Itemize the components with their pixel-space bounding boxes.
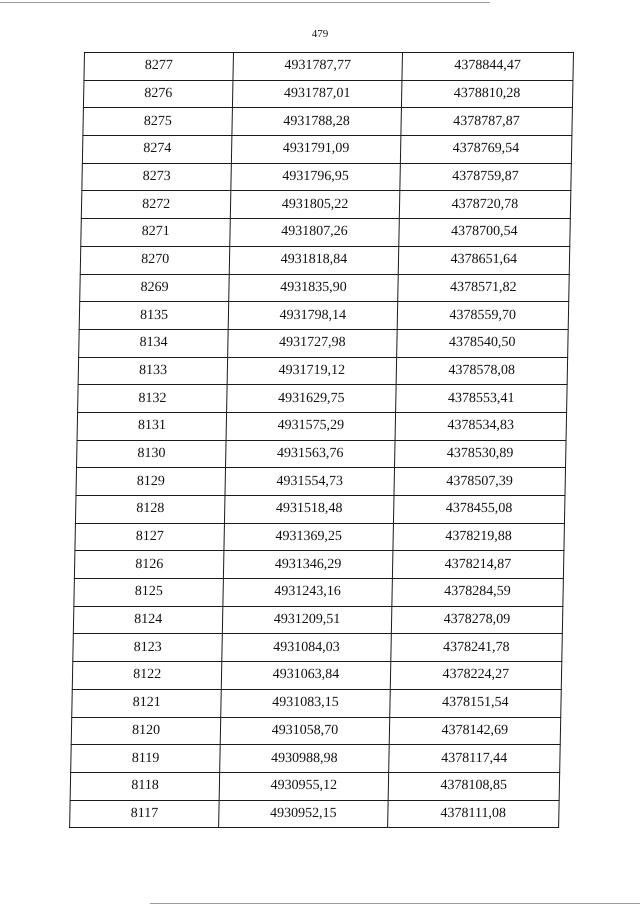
table-row <box>79 302 569 330</box>
table-row <box>81 191 571 219</box>
y-coordinate-cell: 4378507,39 <box>394 468 566 496</box>
y-coordinate-cell: 4378111,08 <box>387 800 559 828</box>
point-number-cell: 8269 <box>80 274 230 302</box>
y-coordinate-cell: 4378534,83 <box>395 412 567 440</box>
y-coordinate-cell: 4378214,87 <box>392 551 564 579</box>
point-number-cell: 8133 <box>78 357 228 385</box>
coordinates-table <box>69 52 574 828</box>
x-coordinate-cell: 4931243,16 <box>223 579 392 607</box>
x-coordinate-cell: 4931796,95 <box>231 163 400 191</box>
x-coordinate-cell: 4931063,84 <box>222 662 391 690</box>
y-coordinate-cell: 4378117,44 <box>388 745 560 773</box>
y-coordinate-cell: 4378844,47 <box>402 53 574 81</box>
table-row <box>78 357 568 385</box>
y-coordinate-cell: 4378108,85 <box>388 772 560 800</box>
table-row <box>83 108 573 136</box>
y-coordinate-cell: 4378700,54 <box>398 219 570 247</box>
table-row <box>78 385 568 413</box>
table-row <box>81 219 571 247</box>
y-coordinate-cell: 4378769,54 <box>400 136 572 164</box>
table-row <box>74 579 564 607</box>
x-coordinate-cell: 4931727,98 <box>228 329 397 357</box>
y-coordinate-cell: 4378559,70 <box>397 302 569 330</box>
table-row <box>73 606 563 634</box>
point-number-cell: 8134 <box>79 329 229 357</box>
table-row <box>80 274 570 302</box>
y-coordinate-cell: 4378224,27 <box>390 662 562 690</box>
table-row <box>75 496 565 524</box>
y-coordinate-cell: 4378151,54 <box>389 689 561 717</box>
x-coordinate-cell: 4930955,12 <box>219 772 388 800</box>
bottom-scan-rule <box>150 903 640 904</box>
point-number-cell: 8123 <box>73 634 223 662</box>
x-coordinate-cell: 4931798,14 <box>228 302 397 330</box>
y-coordinate-cell: 4378578,08 <box>396 357 568 385</box>
y-coordinate-cell: 4378787,87 <box>401 108 573 136</box>
x-coordinate-cell: 4931805,22 <box>231 191 400 219</box>
point-number-cell: 8130 <box>77 440 227 468</box>
point-number-cell: 8121 <box>72 689 222 717</box>
point-number-cell: 8117 <box>70 800 220 828</box>
y-coordinate-cell: 4378759,87 <box>399 163 571 191</box>
y-coordinate-cell: 4378720,78 <box>399 191 571 219</box>
y-coordinate-cell: 4378284,59 <box>391 579 563 607</box>
point-number-cell: 8125 <box>74 579 224 607</box>
point-number-cell: 8124 <box>73 606 223 634</box>
y-coordinate-cell: 4378651,64 <box>398 246 570 274</box>
x-coordinate-cell: 4931807,26 <box>230 219 399 247</box>
point-number-cell: 8120 <box>71 717 221 745</box>
point-number-cell: 8126 <box>74 551 224 579</box>
x-coordinate-cell: 4931083,15 <box>221 689 390 717</box>
x-coordinate-cell: 4931084,03 <box>222 634 391 662</box>
table-row <box>83 80 573 108</box>
x-coordinate-cell: 4931629,75 <box>227 385 396 413</box>
y-coordinate-cell: 4378540,50 <box>396 329 568 357</box>
point-number-cell: 8119 <box>71 745 221 773</box>
table-row <box>70 800 560 828</box>
point-number-cell: 8132 <box>78 385 228 413</box>
x-coordinate-cell: 4931346,29 <box>224 551 393 579</box>
table-row <box>80 246 570 274</box>
y-coordinate-cell: 4378530,89 <box>394 440 566 468</box>
x-coordinate-cell: 4931791,09 <box>232 136 401 164</box>
table-row <box>79 329 569 357</box>
point-number-cell: 8127 <box>75 523 225 551</box>
point-number-cell: 8135 <box>79 302 229 330</box>
page-number: 479 <box>311 28 329 40</box>
point-number-cell: 8273 <box>82 163 232 191</box>
x-coordinate-cell: 4931058,70 <box>220 717 389 745</box>
top-scan-rule <box>0 2 490 3</box>
x-coordinate-cell: 4931719,12 <box>227 357 396 385</box>
x-coordinate-cell: 4931575,29 <box>226 412 395 440</box>
x-coordinate-cell: 4931209,51 <box>223 606 392 634</box>
point-number-cell: 8276 <box>83 80 233 108</box>
y-coordinate-cell: 4378142,69 <box>389 717 561 745</box>
table-row <box>74 551 564 579</box>
table-row <box>72 689 562 717</box>
point-number-cell: 8274 <box>82 136 232 164</box>
table-row <box>76 468 566 496</box>
y-coordinate-cell: 4378278,09 <box>391 606 563 634</box>
table-row <box>71 717 561 745</box>
table-row <box>84 53 574 81</box>
table-row <box>70 772 560 800</box>
point-number-cell: 8270 <box>80 246 230 274</box>
x-coordinate-cell: 4931369,25 <box>224 523 393 551</box>
point-number-cell: 8271 <box>81 219 231 247</box>
y-coordinate-cell: 4378455,08 <box>393 496 565 524</box>
x-coordinate-cell: 4931818,84 <box>229 246 398 274</box>
y-coordinate-cell: 4378553,41 <box>395 385 567 413</box>
coordinates-table-body <box>70 53 574 828</box>
point-number-cell: 8131 <box>77 412 227 440</box>
x-coordinate-cell: 4930988,98 <box>220 745 389 773</box>
point-number-cell: 8122 <box>72 662 222 690</box>
table-row <box>77 440 567 468</box>
x-coordinate-cell: 4931787,01 <box>233 80 402 108</box>
y-coordinate-cell: 4378241,78 <box>390 634 562 662</box>
x-coordinate-cell: 4931835,90 <box>229 274 398 302</box>
table-row <box>82 136 572 164</box>
y-coordinate-cell: 4378571,82 <box>397 274 569 302</box>
y-coordinate-cell: 4378219,88 <box>393 523 565 551</box>
x-coordinate-cell: 4931787,77 <box>233 53 402 81</box>
x-coordinate-cell: 4931554,73 <box>225 468 394 496</box>
table-row <box>71 745 561 773</box>
point-number-cell: 8128 <box>75 496 225 524</box>
point-number-cell: 8118 <box>70 772 220 800</box>
x-coordinate-cell: 4931788,28 <box>232 108 401 136</box>
table-row <box>75 523 565 551</box>
point-number-cell: 8277 <box>84 53 234 81</box>
point-number-cell: 8272 <box>81 191 231 219</box>
point-number-cell: 8275 <box>83 108 233 136</box>
table-row <box>82 163 572 191</box>
table-row <box>72 662 562 690</box>
table-row <box>73 634 563 662</box>
y-coordinate-cell: 4378810,28 <box>401 80 573 108</box>
x-coordinate-cell: 4931563,76 <box>226 440 395 468</box>
point-number-cell: 8129 <box>76 468 226 496</box>
x-coordinate-cell: 4930952,15 <box>219 800 388 828</box>
table-row <box>77 412 567 440</box>
x-coordinate-cell: 4931518,48 <box>225 496 394 524</box>
